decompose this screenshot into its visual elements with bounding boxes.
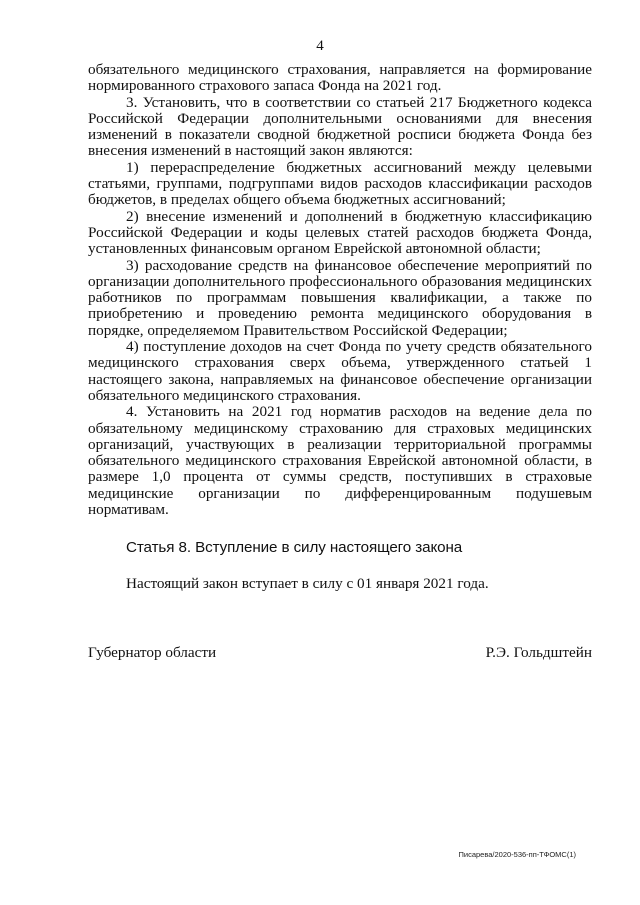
paragraph-item-4: 4. Установить на 2021 год норматив расходов на ведение дела по обязательному медицинскому страхованию для страховых медицинских организаций, участвующих в реализации территориальной программы обязательного медицинского страхования Еврейской автономной области, в размере 1,0 процента от суммы средств, поступивших в страховые медицинские организации по дифференцированным подушевым нормативам. — [88, 403, 592, 519]
article-text: Настоящий закон вступает в силу с 01 января 2021 года. — [126, 575, 489, 592]
signature-role: Губернатор области — [88, 644, 217, 661]
paragraph-subitem-2: 2) внесение изменений и дополнений в бюджетную классификацию Российской Федерации и коды целевых статей расходов бюджета Фонда, установленных финансовым органом Еврейской автономной области; — [88, 207, 592, 258]
page-number: 4 — [316, 38, 324, 54]
paragraph-subitem-3: 3) расходование средств на финансовое обеспечение мероприятий по организации дополнительного профессионального образования медицинских работников по программам повышения квалификации, а также по приобретению и проведению ремонта медицинского оборудования в порядке, определяемом Правительством Российской Федерации; — [88, 256, 592, 339]
signature-name: Р.Э. Гольдштейн — [485, 644, 592, 661]
document-body — [88, 62, 592, 518]
paragraph-item-3: 3. Установить, что в соответствии со статьей 217 Бюджетного кодекса Российской Федерации дополнительными основаниями для внесения изменений в показатели сводной бюджетной росписи бюджета Фонда без внесения изменений в настоящий закон являются: — [88, 93, 592, 160]
paragraph-subitem-4: 4) поступление доходов на счет Фонда по учету средств обязательного медицинского страхования сверх объема, утвержденного статьей 1 настоящего закона, направляемых на финансовое обеспечение организации обязательного медицинского страхования. — [88, 338, 592, 404]
article-title: Статья 8. Вступление в силу настоящего закона — [126, 539, 463, 556]
footer-document-code: Писарева/2020-536-пп-ТФОМС(1) — [458, 850, 576, 859]
paragraph-subitem-1: 1) перераспределение бюджетных ассигнований между целевыми статьями, группами, подгруппами видов расходов классификации расходов бюджетов, в пределах общего объема бюджетных ассигнований; — [88, 158, 592, 209]
paragraph-continuation: обязательного медицинского страхования, направляется на формирование нормированного страхового запаса Фонда на 2021 год. — [88, 61, 592, 95]
